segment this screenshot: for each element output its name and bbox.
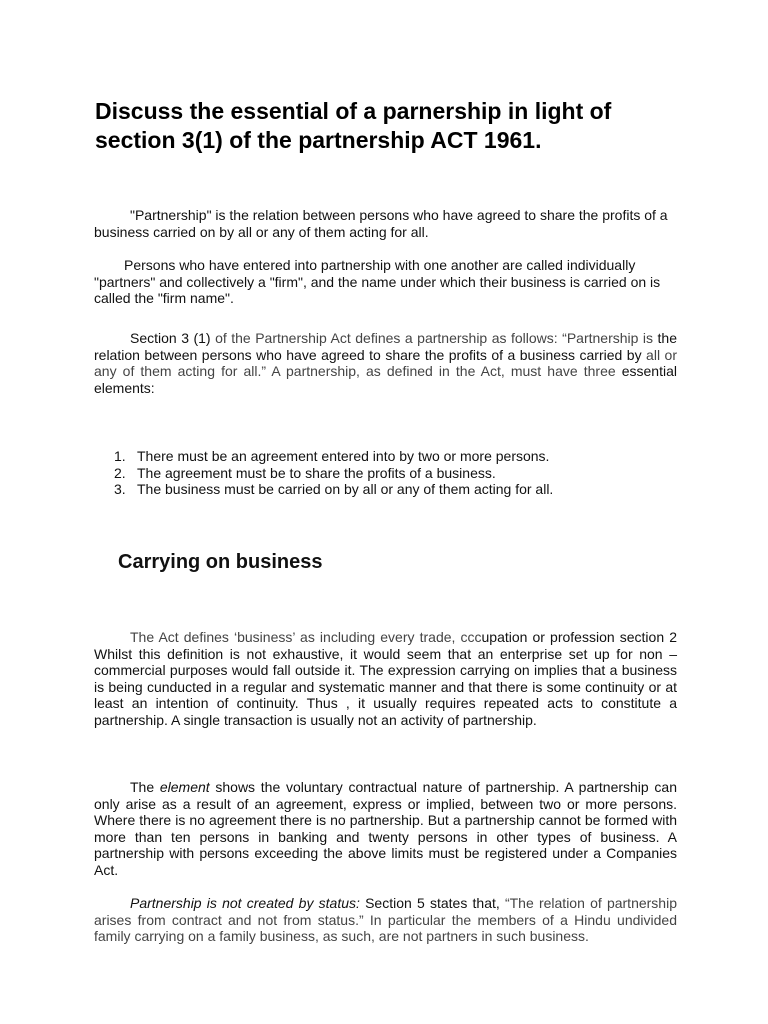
list-number: 3. (114, 481, 126, 497)
list-text: There must be an agreement entered into by two or more persons. (137, 448, 550, 464)
paragraph-text: the relation between persons who have agreed to share the profits of a business carried by (94, 330, 678, 363)
paragraph-partnership-definition (94, 207, 677, 240)
paragraph-text: The (130, 779, 160, 795)
paragraph-text: all or any of them acting for all.” A partnership, as defined in the Act, must have three (94, 346, 677, 379)
paragraph-text: “The relation of partnership arises from contract and not from status.” In particular the members of a Hindu undivided family carrying on a family business, as such, are not partners in such business. (94, 895, 677, 944)
paragraph-element (94, 779, 677, 878)
list-text: The business must be carried on by all or any of them acting for all. (137, 481, 554, 497)
emphasis-text: element (159, 779, 210, 795)
list-item (94, 465, 677, 482)
section-lead: Section 3 (1) (130, 330, 211, 346)
list-number: 1. (114, 448, 126, 464)
paragraph-text: The Act defines ‘business’ as including every trade, ccc (130, 629, 482, 645)
list-text: The agreement must be to share the profits of a business. (137, 464, 496, 481)
paragraph-section-3-1 (94, 330, 677, 396)
emphasis-text: Partnership is not created by status: (130, 895, 360, 911)
paragraph-partners-firm (94, 257, 677, 307)
paragraph-text: essential elements: (94, 363, 677, 396)
paragraph-text: upation or profession section 2 Whilst this definition is not exhaustive, it would seem that an enterprise set up for non – commercial purposes would fall outside it. The expression carrying on implies that a business is being cunducted in a regular and systematic manner and that there is some continuity or at least an intention of continuity. Thus , it usually requires repeated acts to constitute a partnership. A single transaction is usually not an activity of partnership. (94, 629, 677, 728)
paragraph-text: of the Partnership Act defines a partnership as follows: “Partnership is (210, 330, 658, 346)
paragraph-text: "Partnership" is the relation between persons who have agreed to share the profits of a business carried on by all or any of them acting for all. (94, 207, 668, 240)
paragraph-carrying-on-business (94, 629, 677, 728)
paragraph-text: shows the voluntary contractual nature of partnership. A partnership can only arise as a result of an agreement, express or implied, between two or more persons. Where there is no agreement there is no partnership. But a partnership cannot be formed with more than ten persons in banking and twenty persons in other types of business. A partnership with persons exceeding the above limits must be registered under a Companies Act. (94, 779, 677, 878)
paragraph-status (94, 895, 677, 945)
paragraph-text: Section 5 states that, (359, 895, 505, 911)
paragraph-text: Persons who have entered into partnership with one another are called individually "partners" and collectively a "firm", and the name under which their business is carried on is called the "firm name". (94, 257, 661, 306)
list-item (94, 481, 677, 498)
essential-elements-list (94, 448, 677, 498)
section-heading: Carrying on business (118, 551, 323, 573)
list-item (94, 448, 677, 465)
document-title: Discuss the essential of a parnership in light of section 3(1) of the partnership ACT 1961. (95, 98, 612, 153)
list-number: 2. (114, 464, 126, 481)
